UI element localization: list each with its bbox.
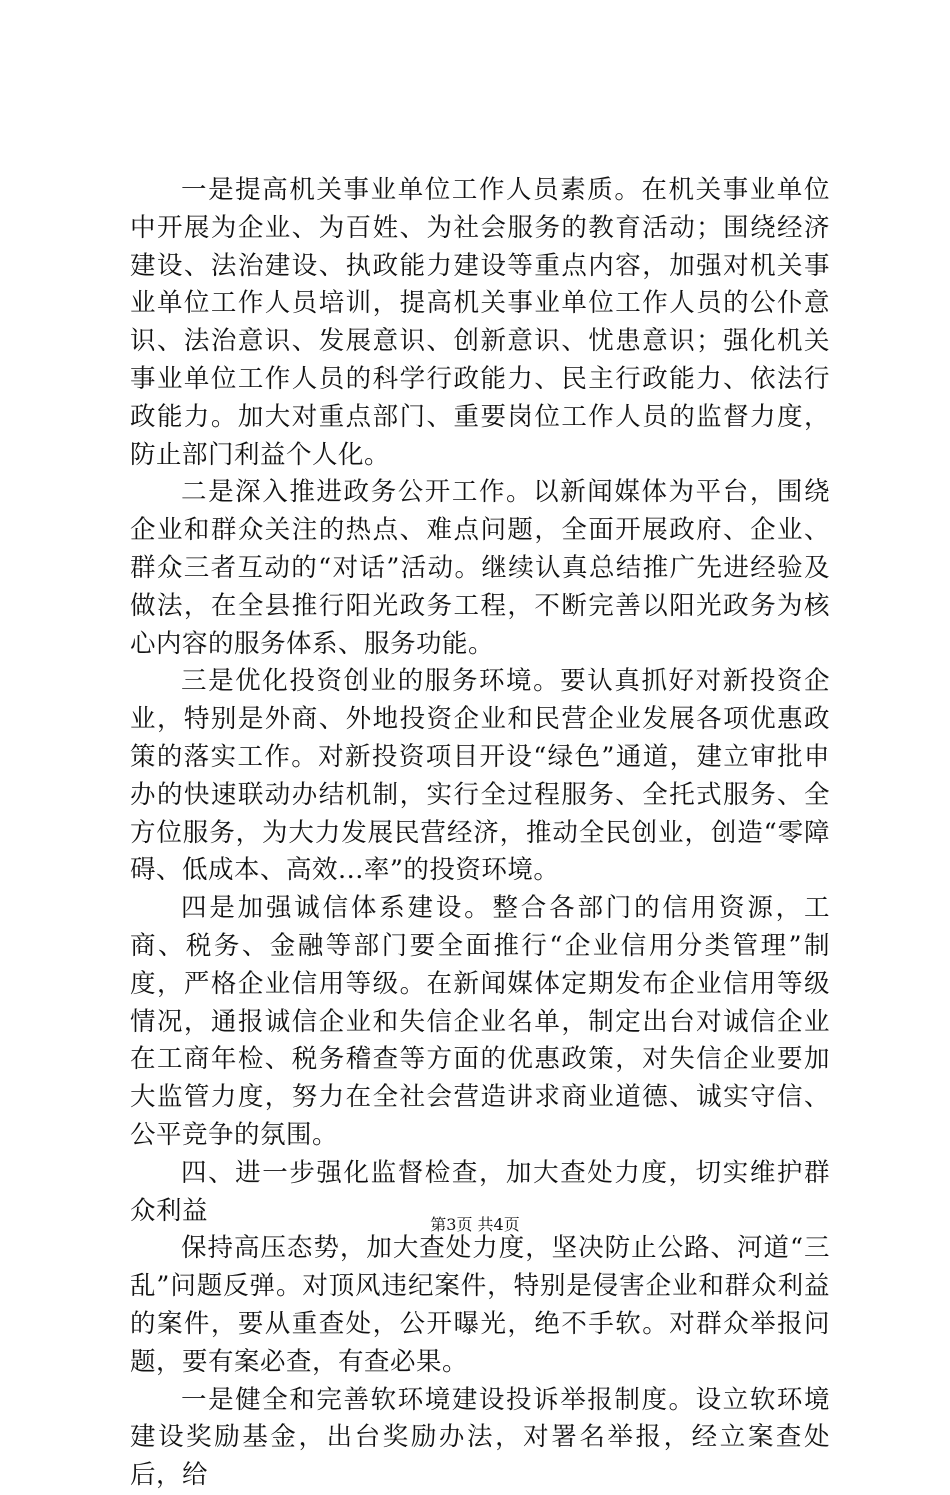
paragraph-complaint-system: 一是健全和完善软环境建设投诉举报制度。设立软环境建设奖励基金，出台奖励办法，对署名举报，经立案查处后，给 (130, 1384, 830, 1491)
paragraph-government-affairs-openness: 二是深入推进政务公开工作。以新闻媒体为平台，围绕企业和群众关注的热点、难点问题，全面开展政府、企业、群众三者互动的“对话”活动。继续认真总结推广先进经验及做法，在全县推行阳光政务工程，不断完善以阳光政务为核心内容的服务体系、服务功能。 (130, 477, 830, 659)
paragraph-high-pressure: 保持高压态势，加大查处力度，坚决防止公路、河道“三乱”问题反弹。对顶风违纪案件，特别是侵害企业和群众利益的案件，要从重查处，公开曝光，绝不手软。对群众举报问题，要有案必查，有查必果。 (130, 1233, 830, 1377)
document-body (130, 172, 830, 1495)
paragraph-investment-service-environment: 三是优化投资创业的服务环境。要认真抓好对新投资企业，特别是外商、外地投资企业和民营企业发展各项优惠政策的落实工作。对新投资项目开设“绿色”通道，建立审批申办的快速联动办结机制，实行全过程服务、全托式服务、全方位服务，为大力发展民营经济，推动全民创业，创造“零障碍、低成本、高效...率”的投资环境。 (130, 666, 830, 886)
page-number-footer: 第3页 共4页 (430, 1215, 520, 1234)
paragraph-credit-system: 四是加强诚信体系建设。整合各部门的信用资源，工商、税务、金融等部门要全面推行“企业信用分类管理”制度，严格企业信用等级。在新闻媒体定期发布企业信用等级情况，通报诚信企业和失信企业名单，制定出台对诚信企业在工商年检、税务稽查等方面的优惠政策，对失信企业要加大监管力度，努力在全社会营造讲求商业道德、诚实守信、公平竞争的氛围。 (130, 893, 830, 1150)
paragraph-improve-staff-quality: 一是提高机关事业单位工作人员素质。在机关事业单位中开展为企业、为百姓、为社会服务的教育活动；围绕经济建设、法治建设、执政能力建设等重点内容，加强对机关事业单位工作人员培训，提高机关事业单位工作人员的公仆意识、法治意识、发展意识、创新意识、忧患意识；强化机关事业单位工作人员的科学行政能力、民主行政能力、依法行政能力。加大对重点部门、重要岗位工作人员的监督力度，防止部门利益个人化。 (130, 175, 830, 470)
section-heading-supervision: 四、进一步强化监督检查，加大查处力度，切实维护群众利益 (130, 1157, 830, 1226)
